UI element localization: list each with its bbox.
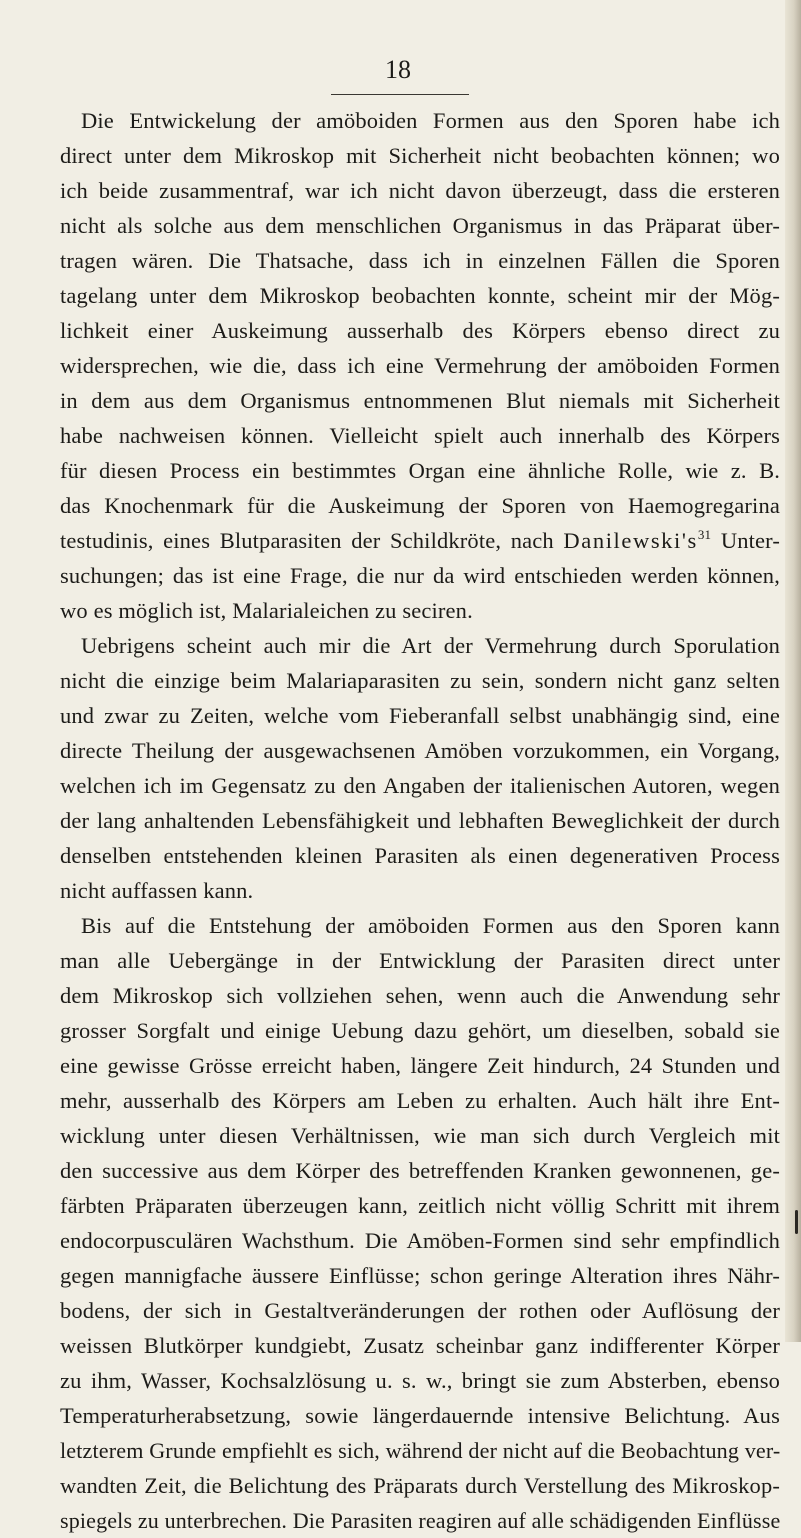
text-line-citation [60, 523, 780, 558]
text-line: Bis auf die Entstehung der amöboiden Formen aus den Sporen kann [81, 913, 780, 938]
page-number-rule [331, 94, 469, 95]
text-line: den successive aus dem Körper des betreffenden Kranken gewonnenen, ge- [60, 1158, 780, 1183]
text-line: tagelang unter dem Mikroskop beobachten konnte, scheint mir der Mög- [60, 283, 780, 308]
text-line: ich beide zusammentraf, war ich nicht davon überzeugt, dass die ersteren [60, 178, 780, 203]
text-line: denselben entstehenden kleinen Parasiten als einen degenerativen Process [60, 843, 780, 868]
text-line: wandten Zeit, die Belichtung des Präparats durch Verstellung des Mikroskop- [60, 1473, 780, 1498]
text-line: und zwar zu Zeiten, welche vom Fieberanfall selbst unabhängig sind, eine [60, 703, 780, 728]
page-number: 18 [385, 55, 411, 84]
text-line: wicklung unter diesen Verhältnissen, wie man sich durch Vergleich mit [60, 1123, 780, 1148]
text-line: tragen wären. Die Thatsache, dass ich in einzelnen Fällen die Sporen [60, 248, 780, 273]
paragraph-1 [60, 103, 780, 628]
text-line: man alle Uebergänge in der Entwicklung der Parasiten direct unter [60, 948, 780, 973]
text-line: grosser Sorgfalt und einige Uebung dazu gehört, um dieselben, sobald sie [60, 1018, 780, 1043]
text-line: mehr, ausserhalb des Körpers am Leben zu erhalten. Auch hält ihre Ent- [60, 1088, 780, 1113]
text-line: gegen mannigfache äussere Einflüsse; schon geringe Alteration ihres Nähr- [60, 1263, 780, 1288]
text-line: nicht auffassen kann. [60, 878, 254, 903]
text-line: Uebrigens scheint auch mir die Art der Vermehrung durch Sporulation [81, 633, 780, 658]
text-line: für diesen Process ein bestimmtes Organ eine ähnliche Rolle, wie z. B. [60, 458, 780, 483]
text-line: nicht als solche aus dem menschlichen Organismus in das Präparat über- [60, 213, 780, 238]
text-line: zu ihm, Wasser, Kochsalzlösung u. s. w., bringt sie zum Absterben, ebenso [60, 1368, 780, 1393]
page-edge [785, 0, 801, 1342]
footnote-reference: 31 [697, 527, 712, 542]
text-line: widersprechen, wie die, dass ich eine Vermehrung der amöboiden Formen [60, 353, 780, 378]
text-line: Temperaturherabsetzung, sowie längerdauernde intensive Belichtung. Aus [60, 1403, 780, 1428]
text-line: das Knochenmark für die Auskeimung der Sporen von Haemogregarina [60, 493, 780, 518]
text-line: habe nachweisen können. Vielleicht spielt auch innerhalb des Körpers [60, 423, 780, 448]
text-line: der lang anhaltenden Lebensfähigkeit und lebhaften Beweglichkeit der durch [60, 808, 780, 833]
text-line: direct unter dem Mikroskop mit Sicherheit nicht beobachten können; wo [60, 143, 780, 168]
text-line: weissen Blutkörper kundgiebt, Zusatz scheinbar ganz indifferenter Körper [60, 1333, 780, 1358]
text-line: spiegels zu unterbrechen. Die Parasiten reagiren auf alle schädigenden Einflüsse [60, 1508, 781, 1533]
text-line: endocorpusculären Wachsthum. Die Amöben-Formen sind sehr empfindlich [60, 1228, 780, 1253]
text-line: wo es möglich ist, Malarialeichen zu seciren. [60, 598, 473, 623]
text-line: lichkeit einer Auskeimung ausserhalb des Körpers ebenso direct zu [60, 318, 780, 343]
citation-prefix: testudinis, eines Blutparasiten der Schildkröte, nach [60, 528, 564, 553]
body-text [60, 103, 780, 1538]
text-line: nicht die einzige beim Malariaparasiten zu sein, sondern nicht ganz selten [60, 668, 780, 693]
author-name: Danilewski's [563, 528, 698, 553]
text-line: färbten Präparaten überzeugen kann, zeitlich nicht völlig Schritt mit ihrem [60, 1193, 780, 1218]
text-line: dem Mikroskop sich vollziehen sehen, wenn auch die Anwendung sehr [60, 983, 780, 1008]
text-line: directe Theilung der ausgewachsenen Amöben vorzukommen, ein Vorgang, [60, 738, 780, 763]
citation-suffix: Unter- [711, 528, 780, 553]
paragraph-2 [60, 628, 780, 908]
text-line: suchungen; das ist eine Frage, die nur da wird entschieden werden können, [60, 563, 780, 588]
text-line: in dem aus dem Organismus entnommenen Blut niemals mit Sicherheit [60, 388, 780, 413]
paragraph-3 [60, 908, 780, 1538]
text-line: welchen ich im Gegensatz zu den Angaben der italienischen Autoren, wegen [60, 773, 780, 798]
text-line: letzterem Grunde empfiehlt es sich, während der nicht auf die Beobachtung ver- [60, 1438, 781, 1463]
text-line: eine gewisse Grösse erreicht haben, längere Zeit hindurch, 24 Stunden und [60, 1053, 780, 1078]
text-line: Die Entwickelung der amöboiden Formen aus den Sporen habe ich [81, 108, 780, 133]
text-line: bodens, der sich in Gestaltveränderungen der rothen oder Auflösung der [60, 1298, 780, 1323]
